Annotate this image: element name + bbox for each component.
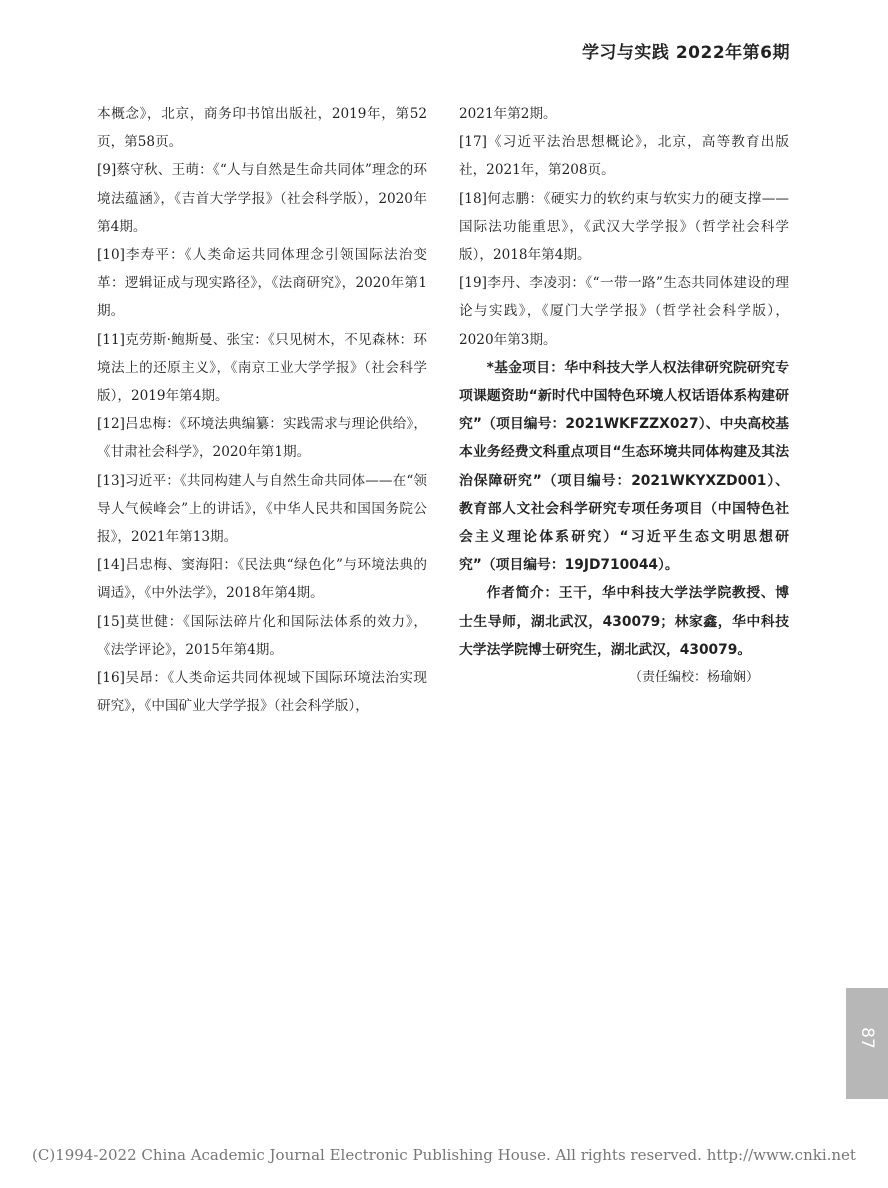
copyright-footer: (C)1994-2022 China Academic Journal Electronic Publishing House. All rights reserved. http://www.cnki.net <box>32 1146 856 1164</box>
reference-entry: [14]吕忠梅、窦海阳：《民法典“绿色化”与环境法典的调适》，《中外法学》，2018年第4期。 <box>97 557 427 602</box>
journal-issue-header: 学习与实践 2022年第6期 <box>581 43 790 63</box>
reference-entry: [13]习近平：《共同构建人与自然生命共同体——在“领导人气候峰会”上的讲话》，《中华人民共和国国务院公报》，2021年第13期。 <box>97 472 427 546</box>
fund-note: *基金项目：华中科技大学人权法律研究院研究专项课题资助“新时代中国特色环境人权话语体系构建研究”（项目编号：2021WKFZZX027）、中央高校基本业务经费文科重点项目“生态环境共同体构建及其法治保障研究”（项目编号：2021WKYXZD001）、教育部人文社会科学研究专项任务项目（中国特色社会主义理论体系研究）“习近平生态文明思想研究”（项目编号：19JD710044）。 <box>459 359 789 574</box>
reference-entry: 本概念》，北京，商务印书馆出版社，2019年，第52页，第58页。 <box>97 106 427 151</box>
reference-entry: [16]吴昂：《人类命运共同体视域下国际环境法治实现研究》，《中国矿业大学学报》（社会科学版）， <box>97 670 427 715</box>
editor-note: （责任编校：杨瑜娴） <box>628 670 759 686</box>
reference-entry: [18]何志鹏：《硬实力的软约束与软实力的硬支撑——国际法功能重思》，《武汉大学学报》（哲学社会科学版），2018年第4期。 <box>459 190 789 264</box>
reference-entry: [9]蔡守秋、王萌：《“人与自然是生命共同体”理念的环境法蕴涵》，《吉首大学学报》（社会科学版），2020年第4期。 <box>97 162 427 235</box>
reference-entry: [10]李寿平：《人类命运共同体理念引领国际法治变革：逻辑证成与现实路径》，《法商研究》，2020年第1期。 <box>97 247 427 320</box>
left-column <box>97 100 427 720</box>
author-note: 作者简介：王干，华中科技大学法学院教授、博士生导师，湖北武汉，430079；林家鑫，华中科技大学法学院博士研究生，湖北武汉，430079。 <box>459 585 789 658</box>
right-column <box>459 100 789 692</box>
page-number-tab <box>846 988 888 1099</box>
page-number: 87 <box>857 1027 877 1049</box>
reference-entry: 2021年第2期。 <box>459 106 557 122</box>
reference-entry: [15]莫世健：《国际法碎片化和国际法体系的效力》，《法学评论》，2015年第4期。 <box>97 613 427 658</box>
reference-entry: [11]克劳斯·鲍斯曼、张宝：《只见树木，不见森林：环境法上的还原主义》，《南京工业大学学报》（社会科学版），2019年第4期。 <box>97 331 427 405</box>
reference-entry: [19]李丹、李凌羽：《“一带一路”生态共同体建设的理论与实践》，《厦门大学学报》（哲学社会科学版），2020年第3期。 <box>459 275 789 348</box>
reference-entry: [17]《习近平法治思想概论》，北京，高等教育出版社，2021年，第208页。 <box>459 134 789 179</box>
reference-entry: [12]吕忠梅：《环境法典编纂：实践需求与理论供给》，《甘肃社会科学》，2020年第1期。 <box>97 416 427 461</box>
